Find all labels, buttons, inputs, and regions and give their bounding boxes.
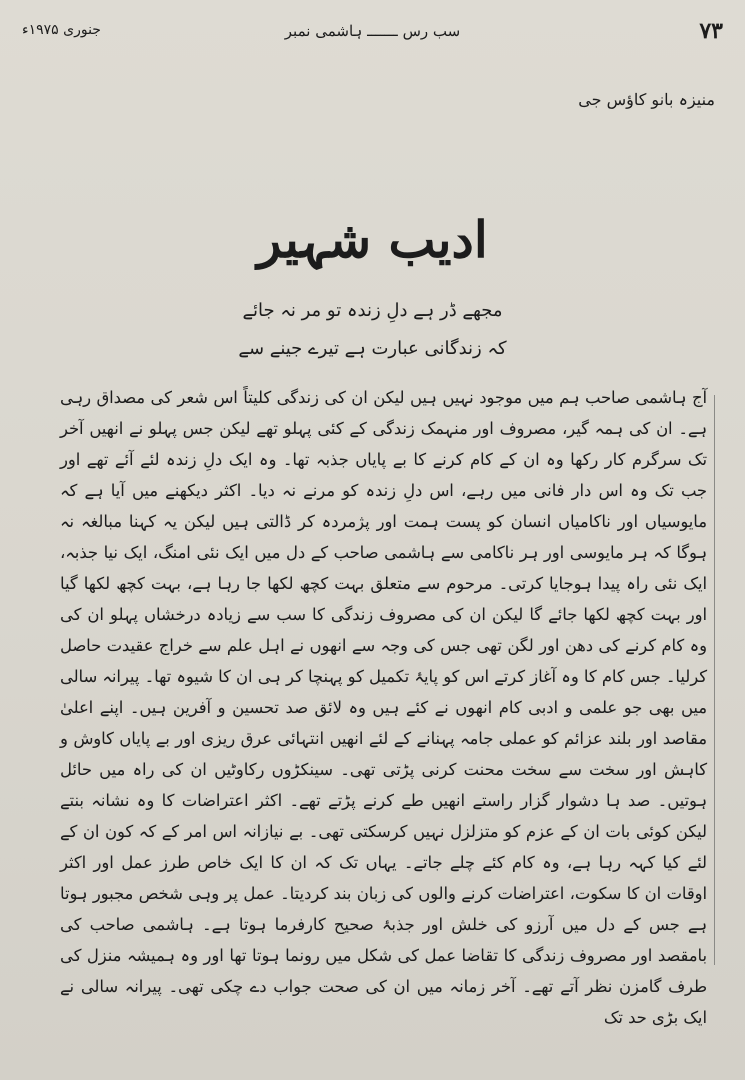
article-body (60, 382, 707, 1033)
page-number: ۷۳ (699, 18, 723, 44)
margin-rule (714, 395, 715, 965)
verse-line-2: کہ زندگانی عبارت ہے تیرے جینے سے (238, 338, 507, 359)
author-name: منیزہ بانو کاؤس جی (578, 90, 715, 109)
article-title: ادیب شہیر (257, 210, 488, 269)
verse-line-1: مجھے ڈر ہے دلِ زندہ تو مر نہ جائے (242, 300, 503, 321)
issue-date: جنوری ۱۹۷۵ء (22, 22, 101, 38)
page-header (22, 18, 723, 52)
magazine-name: سب رس ـــــــ ہاشمی نمبر (284, 22, 461, 40)
body-paragraph: آج ہاشمی صاحب ہم میں موجود نہیں ہیں لیکن ان کی زندگی کلیتاً اس شعر کی مصداق رہی ہے۔ ان کی ہمہ گیر، مصروف اور منہمک زندگی کے کئی پہلو تھے لیکن جس پہلو نے انھیں آخر تک سرگرم کار رکھا وہ ان کے کام کرنے کا بے پایاں جذبہ تھا۔ وہ ایک دلِ زندہ لئے آئے تھے اور جب تک وہ اس دار فانی میں رہے، اس دلِ زندہ کو مرنے نہ دیا۔ اکثر دیکھنے میں آیا ہے کہ مایوسیاں اور ناکامیاں انسان کو پست ہمت اور پژمردہ کر ڈالتی ہیں لیکن یہ کہنا مبالغہ نہ ہوگا کہ ہر مایوسی اور ہر ناکامی سے ہاشمی صاحب کے دل میں ایک نئی امنگ، ایک نیا جذبہ، ایک نئی راہ پیدا ہوجایا کرتی۔ مرحوم سے متعلق بہت کچھ لکھا جا رہا ہے، بہت کچھ لکھا گیا اور بہت کچھ لکھا جائے گا لیکن ان کی مصروف زندگی کا سب سے زیادہ درخشاں پہلو ان کی وہ کام کرنے کی دھن اور لگن تھی جس کی وجہ سے انھوں نے اہل علم سے خراج عقیدت حاصل کرلیا۔ جس کام کا وہ آغاز کرتے اس کو پایۂ تکمیل کو پہنچا کر ہی ان کا شیوہ تھا۔ پیرانہ سالی میں بھی جو علمی و ادبی کام انھوں نے کئے ہیں وہ لائق صد تحسین و آفرین ہیں۔ اپنے اعلیٰ مقاصد اور بلند عزائم کو عملی جامہ پہنانے کے لئے انھیں انتہائی عرق ریزی اور بے پایاں کاوش و کاہش اور سخت سے سخت محنت کرنی پڑتی تھی۔ سینکڑوں رکاوٹیں ان کی راہ میں حائل ہوتیں۔ صد ہا دشوار گزار راستے انھیں طے کرنے پڑتے تھے۔ اکثر اعتراضات کا وہ نشانہ بنتے لیکن کوئی بات ان کے عزم کو متزلزل نہیں کرسکتی تھی۔ بے نیازانہ اس امر کے کہ کون ان کے لئے کیا کہہ رہا ہے، وہ کام کئے چلے جاتے۔ یہاں تک کہ ان کا ایک خاص طرز عمل اور اکثر اوقات ان کا سکوت، اعتراضات کرنے والوں کی زبان بند کردیتا۔ عمل پر وہی شخص مجبور ہوتا ہے جس کے دل میں آرزو کی خلش اور جذبۂ صحیح کارفرما ہوتا ہے۔ ہاشمی صاحب کی بامقصد اور مصروف زندگی کا تقاضا عمل کی شکل میں رونما ہوتا تھا اور وہ ہمیشہ منزل کی طرف گامزن نظر آتے تھے۔ آخر زمانہ میں ان کی صحت جواب دے چکی تھی۔ پیرانہ سالی نے ایک بڑی حد تک (60, 388, 707, 1027)
